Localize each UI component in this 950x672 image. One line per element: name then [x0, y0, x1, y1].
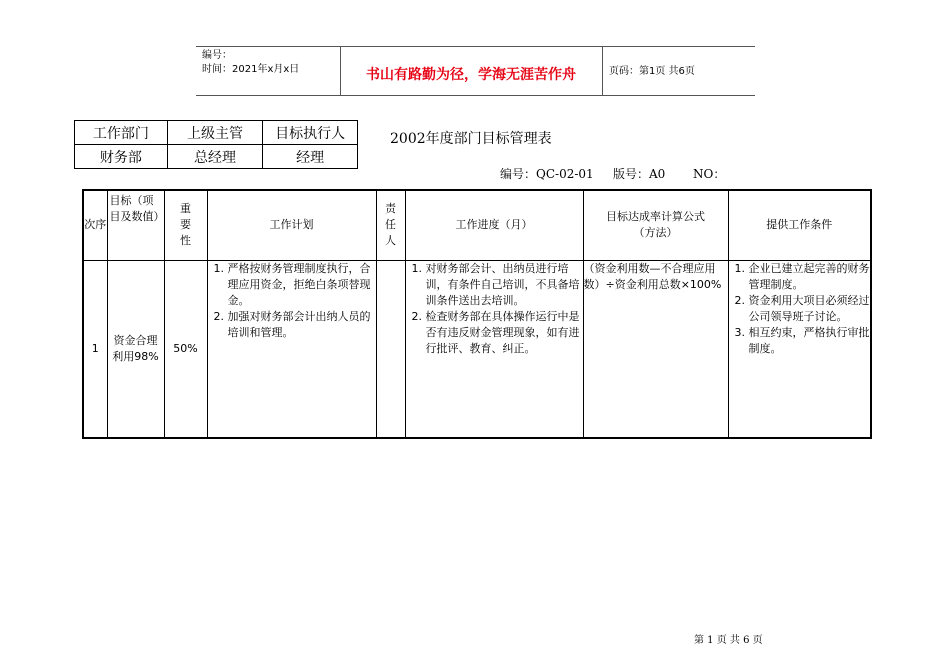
conditions-item: 1. 企业已建立起完善的财务管理制度。: [749, 261, 871, 293]
plan-item: 1. 严格按财务管理制度执行，合理应用资金，拒绝白条项替现金。: [228, 261, 376, 309]
dept-table: [74, 120, 358, 169]
dept-value-supervisor: 总经理: [167, 145, 263, 169]
doc-no: NO：: [693, 167, 726, 181]
row-target: 资金合理利用98%: [107, 260, 164, 438]
goal-table-header-row: [83, 190, 871, 260]
dept-value-department: 财务部: [75, 145, 168, 169]
plan-item: 2. 加强对财务部会计出纳人员的培训和管理。: [228, 309, 376, 341]
doc-code: 编号：QC-02-01: [500, 167, 594, 181]
row-seq: 1: [83, 260, 107, 438]
header-target-text: 目标（项目及数值）: [109, 194, 165, 223]
conditions-item: 3. 相互约束，严格执行审批制度。: [749, 325, 871, 357]
header-divider-right: [602, 46, 603, 96]
row-responsible: [376, 260, 405, 438]
doc-version: 版号：A0: [613, 167, 666, 181]
row-formula: （资金利用数—不合理应用数）÷资金利用总数×100%: [583, 260, 728, 438]
header-progress-text: 工作进度（月）: [455, 218, 533, 232]
header-conditions: [728, 190, 871, 260]
dept-header-department: 工作部门: [75, 121, 168, 145]
goal-table-row: [83, 260, 871, 438]
row-progress: [405, 260, 583, 438]
page-header: [196, 46, 755, 96]
dept-header-supervisor: 上级主管: [167, 121, 263, 145]
header-progress: [405, 190, 583, 260]
header-code-label: 编号：: [202, 50, 232, 61]
row-plan: [207, 260, 376, 438]
header-motto: 书山有路勤为径，学海无涯苦作舟: [366, 67, 576, 83]
goal-table: [82, 189, 872, 439]
header-seq: [83, 190, 107, 260]
header-responsible-text: 责任人: [385, 202, 396, 248]
document-title: 2002年度部门目标管理表: [390, 131, 552, 147]
dept-value-row: [75, 145, 358, 169]
row-importance: 50%: [164, 260, 207, 438]
dept-value-executor: 经理: [263, 145, 358, 169]
header-time-label: 时间：2021年x月x日: [202, 64, 300, 75]
page-footer: 第 1 页 共 6 页: [694, 635, 763, 646]
header-formula: [583, 190, 728, 260]
header-plan-text: 工作计划: [269, 218, 314, 232]
header-responsible: [376, 190, 405, 260]
dept-header-executor: 目标执行人: [263, 121, 358, 145]
header-top-rule: [196, 46, 755, 47]
header-seq-text: 次序: [84, 218, 107, 232]
header-formula-text: 目标达成率计算公式（方法）: [606, 210, 705, 240]
header-importance: [164, 190, 207, 260]
header-page-label: 页码：第1页 共6页: [609, 66, 695, 77]
plan-list: [208, 261, 376, 341]
header-bottom-rule: [196, 95, 755, 96]
progress-item: 1. 对财务部会计、出纳员进行培训，有条件自己培训，不具备培训条件送出去培训。: [426, 261, 583, 309]
header-target: [107, 190, 164, 260]
header-plan: [207, 190, 376, 260]
conditions-list: [729, 261, 871, 357]
dept-header-row: [75, 121, 358, 145]
progress-item: 2. 检查财务部在具体操作运行中是否有违反财金管理现象，如有进行批评、教育、纠正。: [426, 309, 583, 357]
row-conditions: [728, 260, 871, 438]
progress-list: [406, 261, 583, 357]
conditions-item: 2. 资金利用大项目必须经过公司领导班子讨论。: [749, 293, 871, 325]
header-importance-text: 重要性: [180, 202, 191, 248]
header-conditions-text: 提供工作条件: [766, 218, 833, 232]
